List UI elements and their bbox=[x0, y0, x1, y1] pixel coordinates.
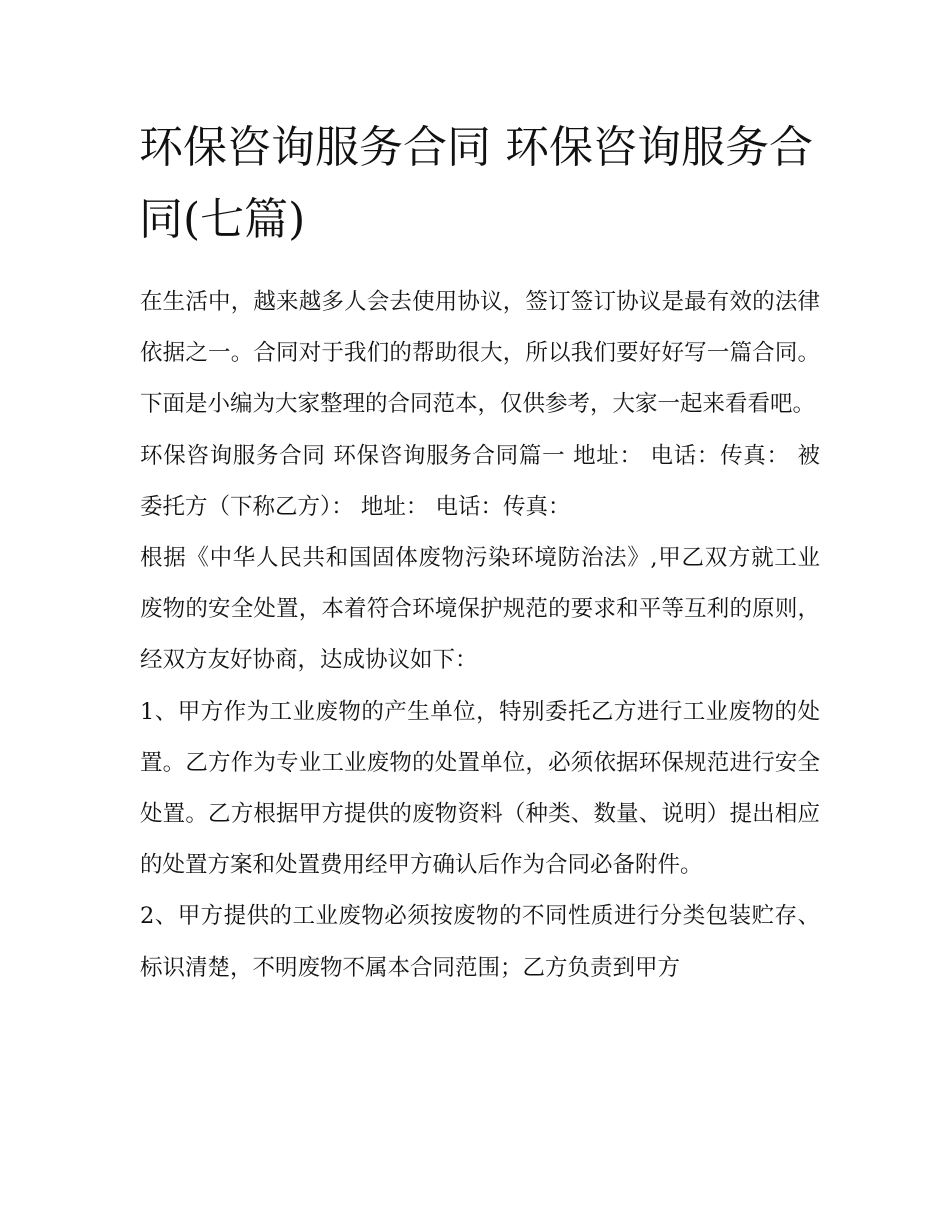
paragraph-clause-2: 2、甲方提供的工业废物必须按废物的不同性质进行分类包装贮存、标识清楚，不明废物不属本合同范围；乙方负责到甲方 bbox=[140, 903, 820, 981]
document-body bbox=[140, 277, 820, 994]
paragraph-clause-1: 1、甲方作为工业废物的产生单位，特别委托乙方进行工业废物的处置。乙方作为专业工业废物的处置单位，必须依据环保规范进行安全处置。乙方根据甲方提供的废物资料（种类、数量、说明）提出相应的处置方案和处置费用经甲方确认后作为合同必备附件。 bbox=[140, 698, 820, 879]
document-title: 环保咨询服务合同 环保咨询服务合同(七篇) bbox=[139, 122, 813, 245]
paragraph-intro: 在生活中，越来越多人会去使用协议，签订签订协议是最有效的法律依据之一。合同对于我们的帮助很大，所以我们要好好写一篇合同。下面是小编为大家整理的合同范本，仅供参考，大家一起来看看吧。 bbox=[140, 289, 820, 418]
paragraph-basis: 根据《中华人民共和国固体废物污染环境防治法》,甲乙双方就工业废物的安全处置，本着符合环境保护规范的要求和平等互利的原则，经双方友好协商，达成协议如下： bbox=[140, 545, 820, 674]
paragraph-parties: 环保咨询服务合同 环保咨询服务合同篇一 地址： 电话：传真： 被委托方（下称乙方）： 地址： 电话：传真： bbox=[140, 442, 820, 520]
